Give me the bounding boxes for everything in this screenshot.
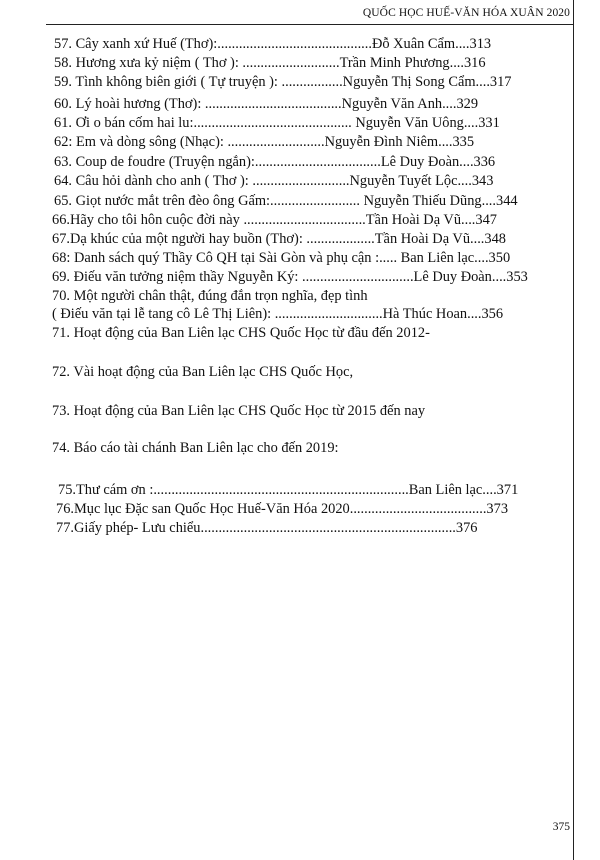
toc-entry-74-title: 74. Báo cáo tài chánh Ban Liên lạc cho đến 2019: xyxy=(52,440,339,456)
toc-entry-57: 57. Cây xanh xứ Huế (Thơ):...........................................Đỗ Xuân Cẩm....313 xyxy=(54,36,492,52)
toc-entry-59: 59. Tình không biên giới ( Tự truyện ): .................Nguyễn Thị Song Cẩm....317 xyxy=(54,74,512,90)
running-header: QUỐC HỌC HUẾ-VĂN HÓA XUÂN 2020 xyxy=(362,7,570,19)
toc-entry-62: 62: Em và dòng sông (Nhạc): ...........................Nguyễn Đình Niêm....335 xyxy=(54,134,475,150)
toc-entry-61: 61. Ơi o bán cốm hai lu:............................................ Nguyễn Văn Uông....331 xyxy=(54,115,500,131)
toc-entry-76: 76.Mục lục Đặc san Quốc Học Huế-Văn Hóa 2020......................................373 xyxy=(56,501,509,517)
right-margin-rule xyxy=(573,0,574,860)
header-rule xyxy=(46,24,574,25)
toc-entry-69: 69. Điếu văn tưởng niệm thầy Nguyễn Ký: ...............................Lê Duy Đoàn....353 xyxy=(52,269,528,285)
toc-entry-66: 66.Hãy cho tôi hôn cuộc đời này ..................................Tần Hoài Dạ Vũ....347 xyxy=(52,212,497,228)
toc-entry-70-detail: ( Điếu văn tại lễ tang cô Lê Thị Liên): ..............................Hà Thúc Hoan....356 xyxy=(52,306,504,322)
toc-entry-65: 65. Giọt nước mắt trên đèo ông Gấm:......................... Nguyễn Thiếu Dũng....344 xyxy=(54,193,518,209)
toc-entry-60: 60. Lý hoài hương (Thơ): ......................................Nguyễn Văn Anh....329 xyxy=(54,96,479,112)
toc-entry-73-title: 73. Hoạt động của Ban Liên lạc CHS Quốc Học từ 2015 đến nay xyxy=(52,403,426,419)
toc-entry-64: 64. Câu hỏi dành cho anh ( Thơ ): ...........................Nguyễn Tuyết Lộc....343 xyxy=(54,173,494,189)
toc-entry-75: 75.Thư cám ơn :.......................................................................Ban Liên lạc....371 xyxy=(58,482,519,498)
toc-entry-58: 58. Hương xưa kỷ niệm ( Thơ ): ...........................Trần Minh Phương....316 xyxy=(54,55,486,71)
toc-entry-67: 67.Dạ khúc của một người hay buồn (Thơ): ...................Tần Hoài Dạ Vũ....348 xyxy=(52,231,506,247)
toc-entry-72-title: 72. Vài hoạt động của Ban Liên lạc CHS Quốc Học, xyxy=(52,364,354,380)
toc-entry-77: 77.Giấy phép- Lưu chiểu.......................................................................376 xyxy=(56,520,478,536)
toc-entry-71-title: 71. Hoạt động của Ban Liên lạc CHS Quốc Học từ đầu đến 2012- xyxy=(52,325,430,341)
toc-entry-70-title: 70. Một người chân thật, đúng đắn trọn nghĩa, đẹp tình xyxy=(52,288,368,304)
toc-entry-68: 68: Danh sách quý Thầy Cô QH tại Sài Gòn và phụ cận :..... Ban Liên lạc....350 xyxy=(52,250,511,266)
toc-entry-63: 63. Coup de foudre (Truyện ngắn):...................................Lê Duy Đoàn....336 xyxy=(54,154,496,170)
page-number: 375 xyxy=(552,821,570,833)
